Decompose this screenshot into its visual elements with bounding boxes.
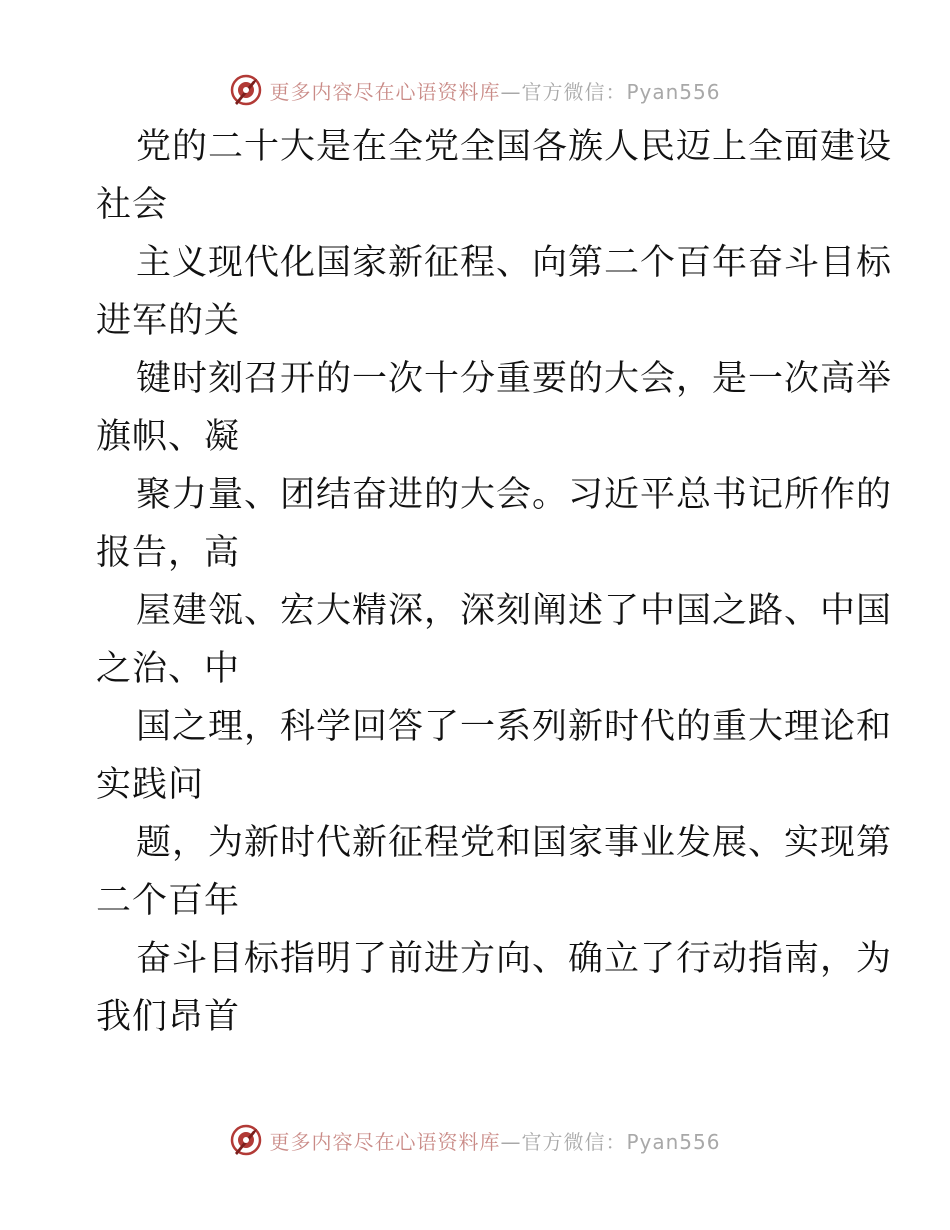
header-banner-title: 更多内容尽在心语资料库	[269, 79, 501, 104]
paragraph	[96, 466, 893, 582]
footer-banner-title: 更多内容尽在心语资料库	[269, 1129, 501, 1154]
paragraph	[96, 814, 893, 930]
paragraph	[96, 698, 893, 814]
paragraph	[96, 118, 893, 234]
paragraph-line: 之治、中	[96, 649, 241, 689]
paragraph-line: 实践问	[96, 765, 205, 805]
paragraph	[96, 930, 893, 1046]
header-banner	[0, 70, 950, 110]
paragraph-line: 报告，高	[96, 533, 241, 573]
footer-banner-contact: —官方微信：Pyan556	[500, 1129, 721, 1154]
paragraph-line: 聚力量、团结奋进的大会。习近平总书记所作的	[136, 475, 893, 515]
paragraph	[96, 350, 893, 466]
paragraph	[96, 234, 893, 350]
paragraph-line: 社会	[96, 185, 169, 225]
footer-banner	[0, 1120, 950, 1160]
paragraph-line: 题，为新时代新征程党和国家事业发展、实现第	[136, 823, 893, 863]
quill-seal-icon	[229, 1123, 263, 1157]
paragraph-line: 奋斗目标指明了前进方向、确立了行动指南，为	[136, 939, 893, 979]
paragraph-line: 党的二十大是在全党全国各族人民迈上全面建设	[136, 127, 893, 167]
header-banner-contact: —官方微信：Pyan556	[500, 79, 721, 104]
document-body	[96, 118, 893, 1046]
footer-banner-text	[269, 1126, 720, 1155]
paragraph-line: 键时刻召开的一次十分重要的大会，是一次高举	[136, 359, 893, 399]
paragraph	[96, 582, 893, 698]
paragraph-line: 屋建瓴、宏大精深，深刻阐述了中国之路、中国	[136, 591, 893, 631]
quill-seal-icon	[229, 73, 263, 107]
paragraph-line: 二个百年	[96, 881, 241, 921]
paragraph-line: 我们昂首	[96, 997, 241, 1037]
paragraph-line: 主义现代化国家新征程、向第二个百年奋斗目标	[136, 243, 893, 283]
paragraph-line: 旗帜、凝	[96, 417, 241, 457]
header-banner-text	[269, 76, 720, 105]
paragraph-line: 进军的关	[96, 301, 241, 341]
paragraph-line: 国之理，科学回答了一系列新时代的重大理论和	[136, 707, 893, 747]
